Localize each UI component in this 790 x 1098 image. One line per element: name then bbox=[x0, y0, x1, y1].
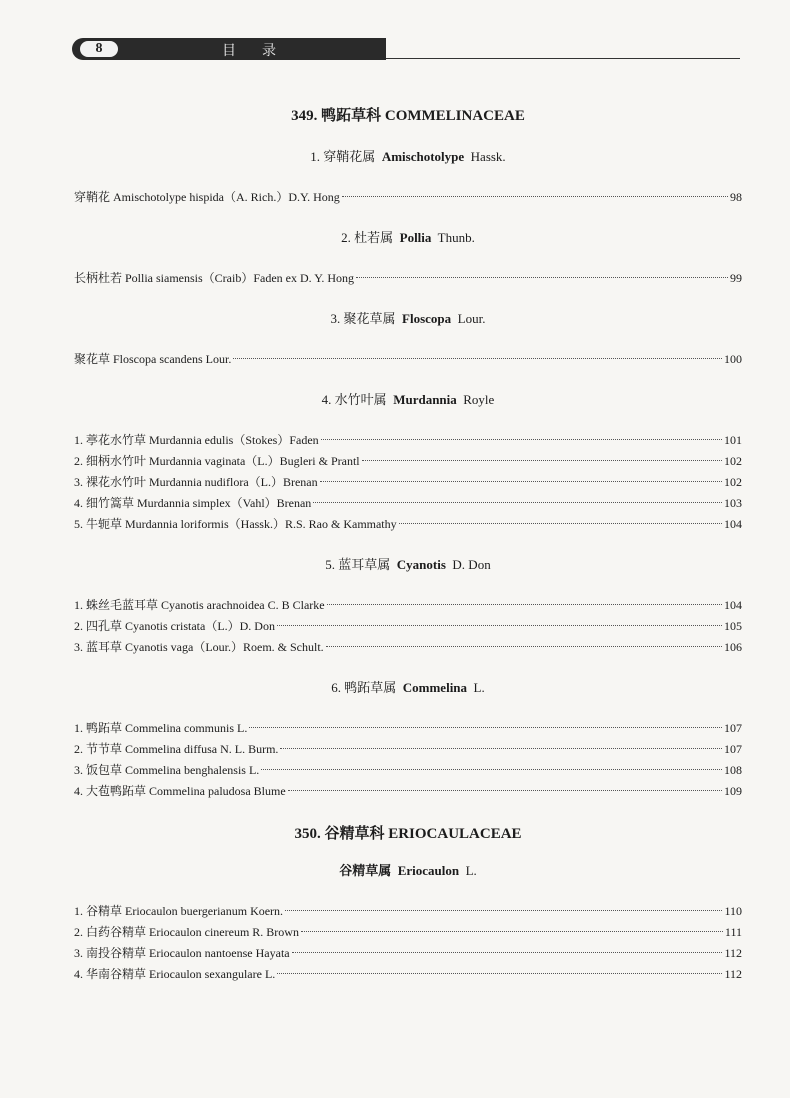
page-ref: 102 bbox=[724, 475, 742, 489]
leader-dots bbox=[277, 625, 722, 626]
toc-entry[interactable]: 4. 细竹篙草 Murdannia simplex（Vahl）Brenan 103 bbox=[74, 493, 742, 514]
toc-entry[interactable]: 4. 华南谷精草 Eriocaulon sexangulare L. 112 bbox=[74, 964, 742, 985]
leader-dots bbox=[320, 481, 722, 482]
genus-heading: 1. 穿鞘花属 Amischotolype Hassk. bbox=[310, 149, 506, 164]
leader-dots bbox=[321, 439, 722, 440]
page-ref: 98 bbox=[730, 190, 742, 204]
header-rule bbox=[386, 58, 740, 59]
toc-entry[interactable]: 穿鞘花 Amischotolype hispida（A. Rich.）D.Y. Hong 98 bbox=[74, 187, 742, 208]
leader-dots bbox=[301, 931, 723, 932]
toc-entry[interactable]: 2. 细柄水竹叶 Murdannia vaginata（L.）Bugleri & Prantl 102 bbox=[74, 451, 742, 472]
leader-dots bbox=[313, 502, 722, 503]
page-ref: 103 bbox=[724, 496, 742, 510]
page-ref: 112 bbox=[724, 967, 742, 981]
page-ref: 107 bbox=[724, 742, 742, 756]
page-ref: 110 bbox=[724, 904, 742, 918]
leader-dots bbox=[292, 952, 723, 953]
toc-content bbox=[74, 104, 742, 985]
page-ref: 104 bbox=[724, 517, 742, 531]
page-ref: 109 bbox=[724, 784, 742, 798]
page-ref: 104 bbox=[724, 598, 742, 612]
leader-dots bbox=[288, 790, 722, 791]
toc-entry[interactable]: 2. 四孔草 Cyanotis cristata（L.）D. Don 105 bbox=[74, 616, 742, 637]
leader-dots bbox=[362, 460, 722, 461]
toc-entry[interactable]: 3. 裸花水竹叶 Murdannia nudiflora（L.）Brenan 102 bbox=[74, 472, 742, 493]
leader-dots bbox=[277, 973, 722, 974]
toc-entry[interactable]: 1. 蛛丝毛蓝耳草 Cyanotis arachnoidea C. B Clarke 104 bbox=[74, 595, 742, 616]
genus-heading: 2. 杜若属 Pollia Thunb. bbox=[341, 230, 475, 245]
genus-heading: 谷精草属 Eriocaulon L. bbox=[339, 863, 477, 878]
family-heading: 349. 鸭跖草科 COMMELINACEAE bbox=[291, 108, 525, 124]
page-ref: 99 bbox=[730, 271, 742, 285]
leader-dots bbox=[285, 910, 722, 911]
page-ref: 105 bbox=[724, 619, 742, 633]
leader-dots bbox=[261, 769, 722, 770]
page-ref: 111 bbox=[724, 925, 742, 939]
genus-heading: 5. 蓝耳草属 Cyanotis D. Don bbox=[325, 557, 491, 572]
leader-dots bbox=[342, 196, 728, 197]
family-heading: 350. 谷精草科 ERIOCAULACEAE bbox=[294, 826, 522, 842]
leader-dots bbox=[249, 727, 722, 728]
leader-dots bbox=[356, 277, 728, 278]
page-header bbox=[72, 38, 740, 60]
toc-entry[interactable]: 3. 南投谷精草 Eriocaulon nantoense Hayata 112 bbox=[74, 943, 742, 964]
page-ref: 108 bbox=[724, 763, 742, 777]
toc-entry[interactable]: 2. 节节草 Commelina diffusa N. L. Burm. 107 bbox=[74, 739, 742, 760]
leader-dots bbox=[326, 646, 722, 647]
toc-entry[interactable]: 1. 鸭跖草 Commelina communis L. 107 bbox=[74, 718, 742, 739]
toc-entry[interactable]: 1. 谷精草 Eriocaulon buergerianum Koern. 110 bbox=[74, 901, 742, 922]
toc-entry[interactable]: 3. 饭包草 Commelina benghalensis L. 108 bbox=[74, 760, 742, 781]
leader-dots bbox=[280, 748, 722, 749]
page-ref: 106 bbox=[724, 640, 742, 654]
toc-entry[interactable]: 聚花草 Floscopa scandens Lour. 100 bbox=[74, 349, 742, 370]
leader-dots bbox=[233, 358, 722, 359]
page-ref: 101 bbox=[724, 433, 742, 447]
genus-heading: 4. 水竹叶属 Murdannia Royle bbox=[321, 392, 495, 407]
page-ref: 112 bbox=[724, 946, 742, 960]
toc-entry[interactable]: 5. 牛轭草 Murdannia loriformis（Hassk.）R.S. Rao & Kammathy 104 bbox=[74, 514, 742, 535]
toc-entry[interactable]: 3. 蓝耳草 Cyanotis vaga（Lour.）Roem. & Schult. 106 bbox=[74, 637, 742, 658]
leader-dots bbox=[399, 523, 722, 524]
page-ref: 107 bbox=[724, 721, 742, 735]
toc-entry[interactable]: 长柄杜若 Pollia siamensis（Craib）Faden ex D. Y. Hong 99 bbox=[74, 268, 742, 289]
header-bar bbox=[72, 38, 386, 60]
page-number: 8 bbox=[80, 41, 118, 57]
leader-dots bbox=[327, 604, 722, 605]
page-ref: 100 bbox=[724, 352, 742, 366]
toc-entry[interactable]: 1. 葶花水竹草 Murdannia edulis（Stokes）Faden 101 bbox=[74, 430, 742, 451]
genus-heading: 6. 鸭跖草属 Commelina L. bbox=[331, 680, 485, 695]
header-title: 目 录 bbox=[222, 43, 282, 59]
toc-entry[interactable]: 4. 大苞鸭跖草 Commelina paludosa Blume 109 bbox=[74, 781, 742, 802]
genus-heading: 3. 聚花草属 Floscopa Lour. bbox=[330, 311, 486, 326]
toc-entry[interactable]: 2. 白药谷精草 Eriocaulon cinereum R. Brown 111 bbox=[74, 922, 742, 943]
page-ref: 102 bbox=[724, 454, 742, 468]
